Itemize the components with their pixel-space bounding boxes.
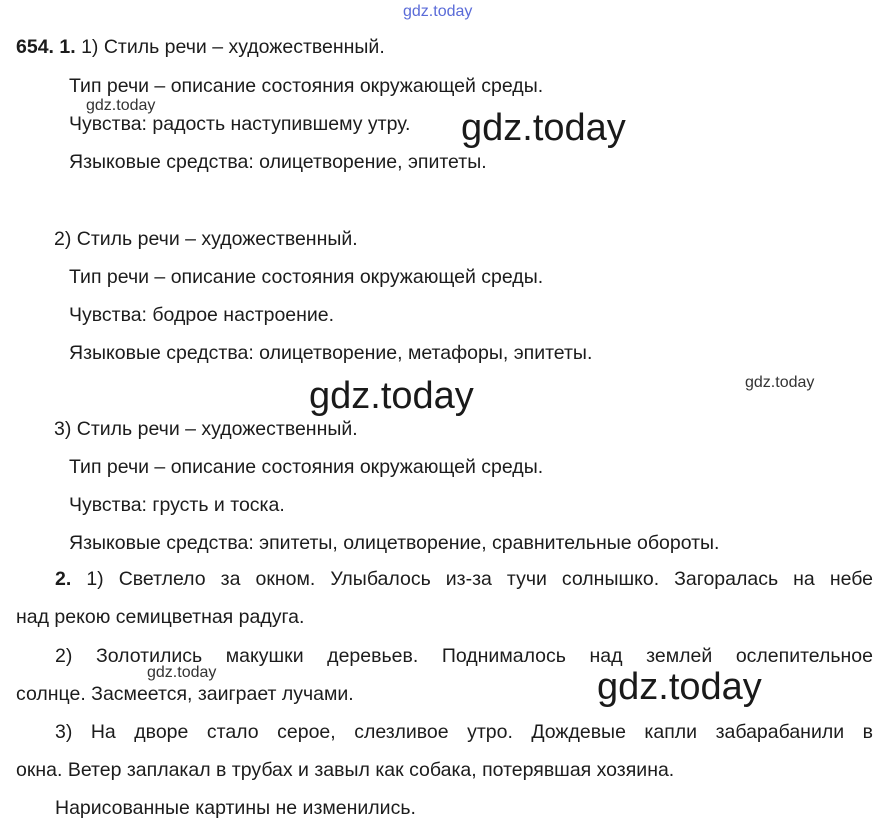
task-number: 654. xyxy=(16,36,54,58)
item1-feelings: Чувства: радость наступившему утру. xyxy=(69,113,411,135)
part2-p1-line2: над рекою семицветная радуга. xyxy=(16,606,305,628)
watermark-big-1: gdz.today xyxy=(461,107,626,149)
part2-conclusion: Нарисованные картины не изменились. xyxy=(55,797,416,819)
watermark-small-1: gdz.today xyxy=(86,97,156,114)
item2-style: 2) Стиль речи – художественный. xyxy=(54,228,358,250)
part2-label: 2. xyxy=(55,568,72,590)
watermark-small-3: gdz.today xyxy=(147,664,217,681)
item3-means: Языковые средства: эпитеты, олицетворение, сравнительные обороты. xyxy=(69,532,720,554)
item2-feelings: Чувства: бодрое настроение. xyxy=(69,304,335,326)
part2-p1-text: 1) Светлело за окном. Улыбалось из-за тучи солнышко. Загоралась на небе xyxy=(86,568,874,590)
part2-p3-line1: 3) На дворе стало серое, слезливое утро. Дождевые капли забарабанили в xyxy=(55,721,873,743)
part2-p2-line2: солнце. Засмеется, заиграет лучами. xyxy=(16,683,354,705)
watermark-top: gdz.today xyxy=(403,3,473,20)
item2-means: Языковые средства: олицетворение, метафоры, эпитеты. xyxy=(69,342,593,364)
item2-type: Тип речи – описание состояния окружающей среды. xyxy=(69,266,544,288)
item1-type: Тип речи – описание состояния окружающей среды. xyxy=(69,75,544,97)
task-heading-line xyxy=(16,35,385,59)
item3-type: Тип речи – описание состояния окружающей среды. xyxy=(69,456,544,478)
part2-p3-line2: окна. Ветер заплакал в трубах и завыл как собака, потерявшая хозяина. xyxy=(16,759,675,781)
item1-style: 1) Стиль речи – художественный. xyxy=(81,36,385,58)
part1-label: 1. xyxy=(59,36,76,58)
item1-means: Языковые средства: олицетворение, эпитеты. xyxy=(69,151,487,173)
item3-feelings: Чувства: грусть и тоска. xyxy=(69,494,285,516)
part2-p1-line1 xyxy=(55,567,873,591)
watermark-big-3: gdz.today xyxy=(597,666,762,708)
item3-style: 3) Стиль речи – художественный. xyxy=(54,418,358,440)
watermark-big-2: gdz.today xyxy=(309,375,474,417)
watermark-small-2: gdz.today xyxy=(745,374,815,391)
part2-p2-line1: 2) Золотились макушки деревьев. Поднималось над землей ослепительное xyxy=(55,645,873,667)
